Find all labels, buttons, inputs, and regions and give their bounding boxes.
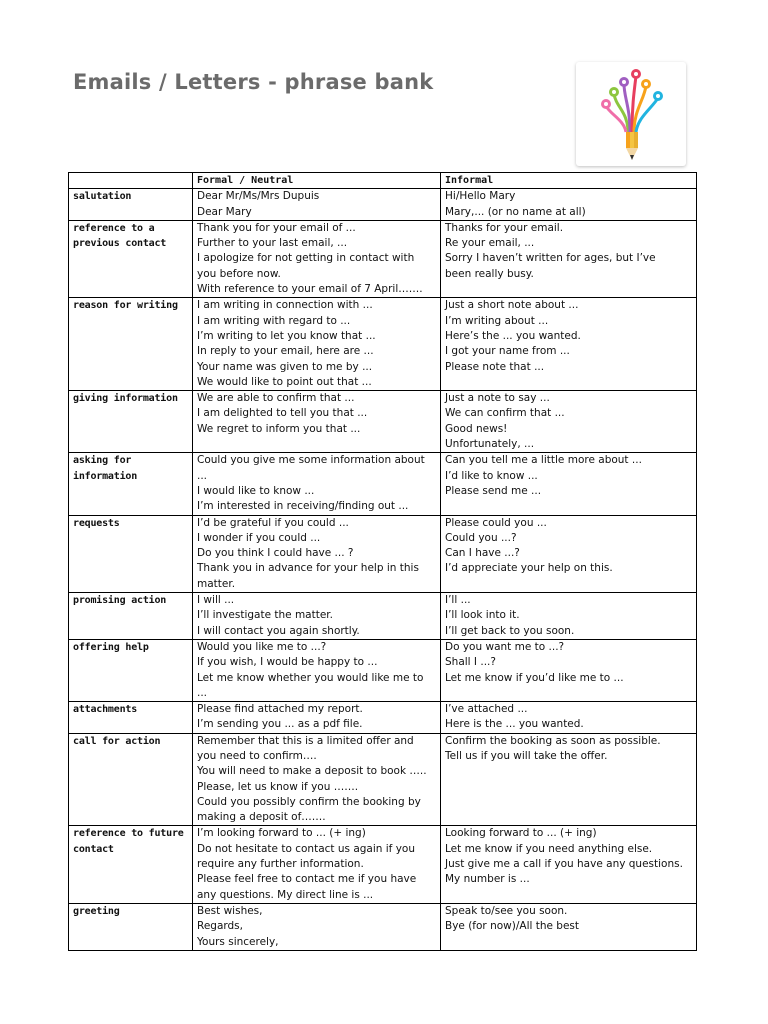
- row-informal: [441, 593, 697, 640]
- phrase-line: Would you like me to ...?: [197, 640, 327, 653]
- phrase-line: previous contact: [73, 238, 167, 250]
- phrase-line: reference to a: [73, 222, 155, 234]
- row-informal: [441, 903, 697, 950]
- phrase-line: I got your name from ...: [445, 345, 570, 358]
- phrase-line: information: [73, 470, 138, 482]
- phrase-line: In reply to your email, here are ...: [197, 345, 374, 358]
- row-category: [69, 593, 193, 640]
- row-informal: [441, 733, 697, 826]
- phrase-line: offering help: [73, 641, 149, 653]
- phrase-line: requests: [73, 517, 120, 529]
- phrase-line: I’ll look into it.: [445, 609, 520, 622]
- phrase-line: Please could you ...: [445, 516, 547, 529]
- phrase-line: Yours sincerely,: [197, 935, 279, 948]
- row-informal: [441, 189, 697, 221]
- phrase-line: reference to future: [73, 828, 184, 840]
- phrase-line: I apologize for not getting in contact with: [197, 252, 415, 265]
- phrase-line: I am delighted to tell you that ...: [197, 407, 368, 420]
- phrase-line: Looking forward to ... (+ ing): [445, 827, 597, 840]
- row-category: [69, 298, 193, 391]
- phrase-line: I’ll investigate the matter.: [197, 609, 333, 622]
- phrase-line: Let me know if you need anything else.: [445, 842, 653, 855]
- row-informal: [441, 391, 697, 453]
- row-category: [69, 453, 193, 515]
- phrase-line: I am writing with regard to ...: [197, 314, 351, 327]
- table-row: [69, 298, 697, 391]
- phrase-line: You will need to make a deposit to book …..: [197, 765, 427, 778]
- row-formal: [193, 903, 441, 950]
- phrase-line: Please send me ...: [445, 484, 542, 497]
- phrase-line: Do not hesitate to contact us again if you: [197, 842, 416, 855]
- phrase-line: Sorry I haven’t written for ages, but I’ve: [445, 252, 656, 265]
- phrase-line: making a deposit of…….: [197, 811, 326, 824]
- phrase-line: Here’s the ... you wanted.: [445, 329, 581, 342]
- phrase-line: Thanks for your email.: [445, 221, 564, 234]
- table-row: [69, 391, 697, 453]
- row-informal: [441, 639, 697, 701]
- phrase-line: Do you think I could have ... ?: [197, 547, 354, 560]
- phrase-line: Just a note to say ...: [445, 392, 550, 405]
- phrase-line: I wonder if you could ...: [197, 531, 321, 544]
- page-title: Emails / Letters - phrase bank: [73, 70, 434, 94]
- phrase-line: Just a short note about ...: [445, 299, 579, 312]
- row-category: [69, 903, 193, 950]
- row-formal: [193, 702, 441, 734]
- row-formal: [193, 515, 441, 592]
- phrase-line: Remember that this is a limited offer and: [197, 734, 414, 747]
- phrase-line: Further to your last email, ...: [197, 237, 348, 250]
- phrase-line: attachments: [73, 704, 138, 716]
- row-informal: [441, 702, 697, 734]
- phrase-line: you before now.: [197, 267, 281, 280]
- phrase-line: My number is ...: [445, 873, 530, 886]
- phrase-line: I’ll get back to you soon.: [445, 624, 575, 637]
- phrase-line: matter.: [197, 577, 236, 590]
- phrase-line: I’m sending you ... as a pdf file.: [197, 718, 363, 731]
- row-category: [69, 515, 193, 592]
- row-formal: [193, 189, 441, 221]
- phrase-line: We would like to point out that ...: [197, 375, 372, 388]
- row-category: [69, 391, 193, 453]
- phrase-line: been really busy.: [445, 267, 534, 280]
- phrase-line: Tell us if you will take the offer.: [445, 749, 608, 762]
- phrase-line: Could you possibly confirm the booking by: [197, 795, 421, 808]
- phrase-line: you need to confirm….: [197, 749, 317, 762]
- phrase-line: Do you want me to ...?: [445, 640, 565, 653]
- table-row: [69, 593, 697, 640]
- phrase-line: Thank you for your email of ...: [197, 221, 356, 234]
- table-row: [69, 826, 697, 903]
- phrase-table: [68, 172, 697, 951]
- phrase-line: With reference to your email of 7 April…….: [197, 283, 423, 296]
- table-row: [69, 220, 697, 297]
- table-row: [69, 733, 697, 826]
- phrase-line: ...: [197, 686, 208, 699]
- header-category: [69, 173, 193, 189]
- phrase-line: require any further information.: [197, 858, 364, 871]
- header-formal: Formal / Neutral: [193, 173, 441, 189]
- phrase-line: Shall I ...?: [445, 656, 496, 669]
- phrase-line: Let me know if you’d like me to ...: [445, 671, 624, 684]
- phrase-line: I am writing in connection with ...: [197, 299, 373, 312]
- table-row: [69, 515, 697, 592]
- phrase-line: Please feel free to contact me if you have: [197, 873, 417, 886]
- phrase-line: We are able to confirm that ...: [197, 392, 355, 405]
- phrase-line: salutation: [73, 191, 132, 203]
- logo-icon: [576, 62, 686, 166]
- phrase-line: Could you ...?: [445, 531, 517, 544]
- phrase-line: I’m interested in receiving/finding out ...: [197, 500, 409, 513]
- phrase-line: Could you give me some information about ...: [197, 454, 425, 482]
- row-formal: [193, 639, 441, 701]
- phrase-line: Dear Mary: [197, 205, 252, 218]
- phrase-line: Please find attached my report.: [197, 703, 363, 716]
- phrase-line: Unfortunately, ...: [445, 438, 535, 451]
- phrase-line: Mary,... (or no name at all): [445, 205, 586, 218]
- row-category: [69, 220, 193, 297]
- phrase-line: Just give me a call if you have any questions.: [445, 858, 683, 871]
- row-formal: [193, 733, 441, 826]
- phrase-line: Thank you in advance for your help in this: [197, 562, 419, 575]
- row-formal: [193, 298, 441, 391]
- phrase-line: I’d like to know ...: [445, 469, 538, 482]
- phrase-line: Your name was given to me by ...: [197, 360, 373, 373]
- phrase-line: I’m writing about ...: [445, 314, 549, 327]
- phrase-line: I will contact you again shortly.: [197, 624, 360, 637]
- header-informal: Informal: [441, 173, 697, 189]
- row-informal: [441, 453, 697, 515]
- phrase-line: Dear Mr/Ms/Mrs Dupuis: [197, 190, 320, 203]
- row-formal: [193, 826, 441, 903]
- row-informal: [441, 220, 697, 297]
- phrase-line: Re your email, ...: [445, 237, 535, 250]
- row-formal: [193, 593, 441, 640]
- phrase-line: Hi/Hello Mary: [445, 190, 516, 203]
- row-formal: [193, 391, 441, 453]
- phrase-line: Here is the ... you wanted.: [445, 718, 584, 731]
- phrase-line: I’d be grateful if you could ...: [197, 516, 349, 529]
- table-row: [69, 903, 697, 950]
- phrase-line: Let me know whether you would like me to: [197, 671, 424, 684]
- phrase-line: Speak to/see you soon.: [445, 904, 568, 917]
- phrase-line: I’m looking forward to ... (+ ing): [197, 827, 366, 840]
- phrase-line: contact: [73, 843, 114, 855]
- phrase-line: I’ve attached ...: [445, 703, 528, 716]
- phrase-line: If you wish, I would be happy to ...: [197, 656, 378, 669]
- phrase-line: reason for writing: [73, 300, 178, 312]
- lightbulb-pencil-icon: [576, 62, 686, 166]
- phrase-line: I’m writing to let you know that ...: [197, 329, 376, 342]
- phrase-line: I’d appreciate your help on this.: [445, 562, 613, 575]
- phrase-line: promising action: [73, 595, 167, 607]
- phrase-line: call for action: [73, 735, 161, 747]
- phrase-line: Good news!: [445, 422, 508, 435]
- phrase-line: Regards,: [197, 920, 243, 933]
- row-informal: [441, 826, 697, 903]
- row-category: [69, 702, 193, 734]
- phrase-line: any questions. My direct line is ...: [197, 888, 374, 901]
- table-row: [69, 189, 697, 221]
- row-category: [69, 639, 193, 701]
- phrase-line: Bye (for now)/All the best: [445, 920, 580, 933]
- row-formal: [193, 220, 441, 297]
- phrase-line: Can you tell me a little more about ...: [445, 454, 642, 467]
- row-formal: [193, 453, 441, 515]
- table-row: [69, 639, 697, 701]
- phrase-line: giving information: [73, 393, 178, 405]
- phrase-line: I’ll ...: [445, 594, 471, 607]
- row-category: [69, 733, 193, 826]
- phrase-line: Confirm the booking as soon as possible.: [445, 734, 661, 747]
- phrase-line: We regret to inform you that ...: [197, 422, 361, 435]
- phrase-line: Can I have ...?: [445, 547, 520, 560]
- phrase-line: greeting: [73, 905, 120, 917]
- phrase-line: Please note that ...: [445, 360, 545, 373]
- table-row: [69, 453, 697, 515]
- row-category: [69, 189, 193, 221]
- phrase-line: We can confirm that ...: [445, 407, 565, 420]
- phrase-line: Please, let us know if you …….: [197, 780, 359, 793]
- phrase-line: Best wishes,: [197, 904, 263, 917]
- row-category: [69, 826, 193, 903]
- phrase-line: I will ...: [197, 594, 235, 607]
- row-informal: [441, 298, 697, 391]
- table-header-row: [69, 173, 697, 189]
- row-informal: [441, 515, 697, 592]
- phrase-line: asking for: [73, 455, 132, 467]
- phrase-line: I would like to know ...: [197, 484, 315, 497]
- table-row: [69, 702, 697, 734]
